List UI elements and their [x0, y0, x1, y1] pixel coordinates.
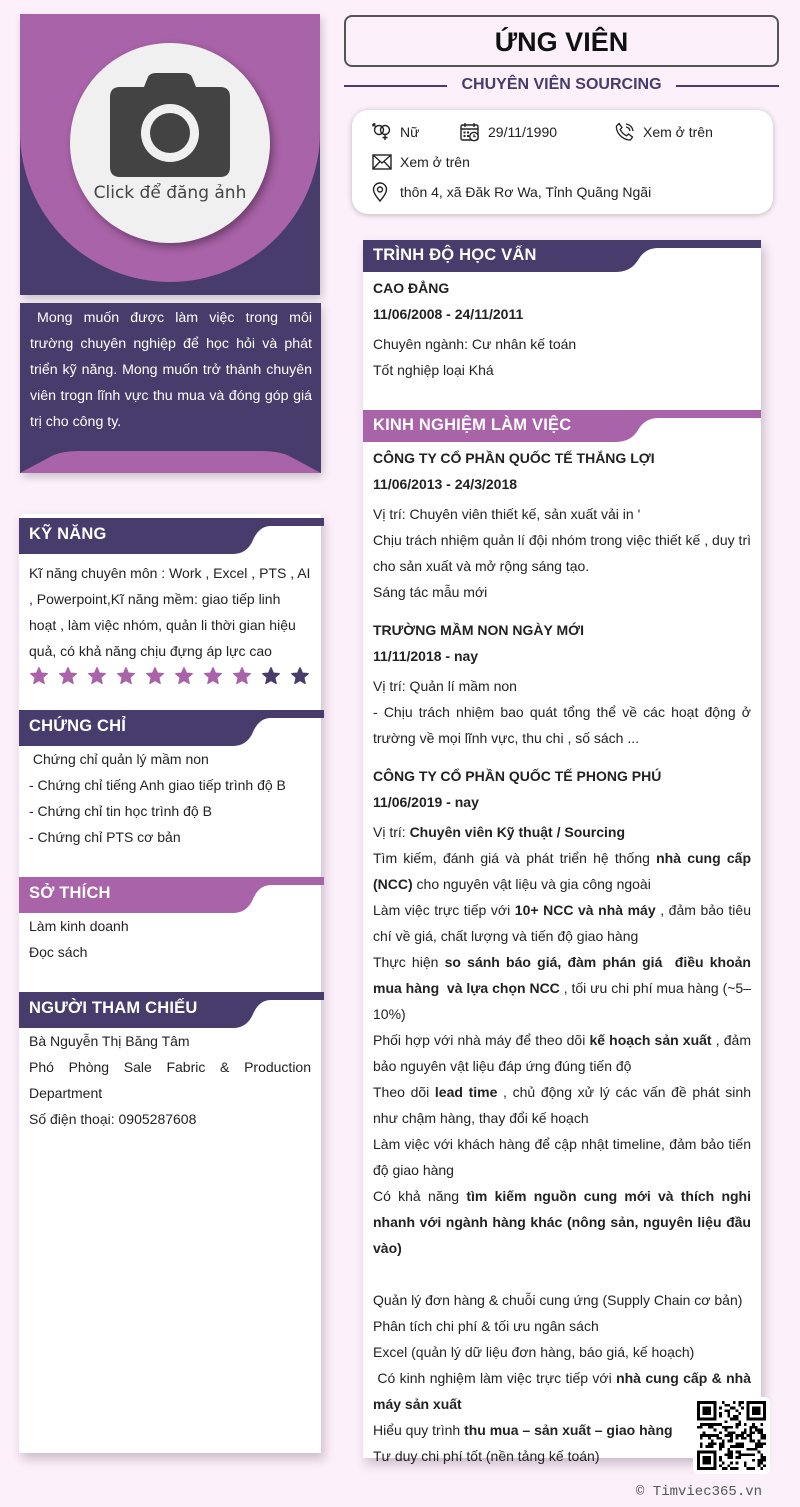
contact-address [372, 181, 651, 203]
star-icon [261, 666, 281, 686]
address-value: thôn 4, xã Đăk Rơ Wa, Tỉnh Quãng Ngãi [400, 184, 652, 200]
hobbies-list [19, 913, 321, 965]
skills-rating [19, 666, 321, 686]
reference-position: Phó Phòng Sale Fabric & Production Department [29, 1059, 311, 1101]
job-line: Theo dõi lead time , chủ động xử lý các vấn đề phát sinh như chậm hàng, thay đổi kế hoạch [373, 1084, 755, 1126]
certificate-item: - Chứng chỉ tiếng Anh giao tiếp trình độ B [29, 777, 286, 793]
job-company: CÔNG TY CỔ PHẦN QUỐC TẾ THẮNG LỢI [373, 450, 655, 466]
job-line: Có khả năng tìm kiếm nguồn cung mới và thích nghi nhanh với ngành hàng khác (nông sản, nguyên liệu đầu vào) [373, 1188, 755, 1256]
star-icon [145, 666, 165, 686]
birthday-value: 29/11/1990 [488, 124, 558, 140]
qr-code [693, 1397, 770, 1474]
objective-text: Mong muốn được làm việc trong môi trường chuyên nghiệp để học hỏi và phát triển kỹ năng. Mong muốn trở thành chuyên viên trogn lĩnh vực thu mua và đóng góp giá trị cho công ty. [30, 310, 312, 430]
references-title: NGƯỜI THAM CHIẾU [29, 999, 198, 1017]
career-objective [20, 303, 321, 473]
star-icon [116, 666, 136, 686]
job-period: 11/11/2018 - nay [373, 648, 479, 664]
decorative-wave [20, 451, 321, 473]
references-content [19, 1028, 321, 1132]
phone-icon [615, 122, 635, 142]
experience-job [363, 763, 761, 1469]
job-line: Phân tích chi phí & tối ưu ngân sách [373, 1318, 599, 1334]
job-period: 11/06/2019 - nay [373, 794, 479, 810]
gender-value: Nữ [400, 124, 420, 140]
experience-header [363, 410, 761, 442]
certificate-item: - Chứng chỉ tin học trình độ B [29, 803, 212, 819]
phone-value: Xem ở trên [643, 124, 713, 140]
certificate-item: - Chứng chỉ PTS cơ bản [29, 829, 181, 845]
candidate-name: ỨNG VIÊN [494, 27, 629, 57]
job-line: Phối hợp với nhà máy để theo dõi kế hoạch sản xuất , đảm bảo nguyên vật liệu đáp ứng đúng tiến độ [373, 1032, 755, 1074]
education-school: CAO ĐẲNG [373, 280, 450, 296]
skills-header [19, 518, 321, 554]
star-icon [58, 666, 78, 686]
job-line: Vị trí: Chuyên viên thiết kế, sản xuất vải in ' [373, 506, 641, 522]
job-company: TRƯỜNG MẦM NON NGÀY MỚI [373, 622, 585, 638]
education-line: Chuyên ngành: Cư nhân kế toán [373, 336, 577, 352]
job-line: Excel (quản lý dữ liệu đơn hàng, báo giá, kế hoạch) [373, 1344, 695, 1360]
education-line: Tốt nghiệp loại Khá [373, 362, 494, 378]
skills-title: KỸ NĂNG [29, 525, 107, 543]
avatar-panel [20, 14, 320, 295]
camera-icon [110, 73, 230, 177]
left-sections-card [19, 514, 321, 1453]
job-details [373, 845, 755, 1469]
contact-birthday [460, 121, 557, 143]
job-line: Vị trí: Quản lí mầm non [373, 678, 517, 694]
job-period: 11/06/2013 - 24/3/2018 [373, 476, 518, 492]
contact-card [352, 110, 773, 214]
star-icon [174, 666, 194, 686]
skills-text: Kĩ năng chuyên môn : Work , Excel , PTS , AI , Powerpoint,Kĩ năng mềm: giao tiếp linh hoạt , làm việc nhóm, quản li thời gian hiệu quả, có khả năng chịu đựng áp lực cao [29, 565, 311, 659]
job-position [373, 819, 751, 845]
location-pin-icon [372, 182, 388, 202]
contact-phone [615, 121, 713, 143]
hobby-item: Làm kinh doanh [29, 918, 129, 934]
calendar-icon [460, 122, 480, 142]
certificates-list [19, 746, 321, 850]
job-company: CÔNG TY CỔ PHẦN QUỐC TẾ PHONG PHÚ [373, 768, 662, 784]
star-icon [87, 666, 107, 686]
qr-code-icon [697, 1401, 766, 1470]
certificate-item: Chứng chỉ quản lý mầm non [29, 751, 209, 767]
reference-name: Bà Nguyễn Thị Băng Tâm [29, 1033, 190, 1049]
certificates-header [19, 710, 321, 746]
experience-title: KINH NGHIỆM LÀM VIỆC [373, 416, 572, 434]
job-line: Hiểu quy trình thu mua – sản xuất – giao hàng [373, 1422, 673, 1438]
job-line: Thực hiện so sánh báo giá, đàm phán giá điều khoản mua hàng và lựa chọn NCC , tối ưu chi phí mua hàng (~5–10%) [373, 954, 755, 1022]
star-icon [290, 666, 310, 686]
avatar-upload-button[interactable] [70, 43, 270, 243]
hobbies-title: SỞ THÍCH [29, 884, 111, 902]
job-line: Sáng tác mẫu mới [373, 584, 488, 600]
job-line: Tư duy chi phí tốt (nền tảng kế toán) [373, 1448, 600, 1464]
job-title-row [344, 74, 779, 98]
job-line: Tìm kiếm, đánh giá và phát triển hệ thống nhà cung cấp (NCC) cho nguyên vật liệu và gia công ngoài [373, 850, 755, 892]
contact-email [372, 151, 470, 173]
candidate-name-box [344, 15, 779, 67]
job-line: Có kinh nghiệm làm việc trực tiếp với nhà cung cấp & nhà máy sản xuất [373, 1370, 755, 1412]
job-line: Chịu trách nhiệm quản lí đội nhóm trong việc thiết kế , duy trì cho sản xuất và mở rộng sáng tạo. [373, 532, 751, 574]
job-line: Làm việc với khách hàng để cập nhật timeline, đảm bảo tiến độ giao hàng [373, 1136, 755, 1178]
hobbies-header [19, 877, 321, 913]
hobby-item: Đọc sách [29, 944, 88, 960]
job-line: Làm việc trực tiếp với 10+ NCC và nhà máy , đảm bảo tiêu chí về giá, chất lượng và tiến độ giao hàng [373, 902, 755, 944]
reference-phone: Số điện thoại: 0905287608 [29, 1111, 197, 1127]
email-value: Xem ở trên [400, 154, 470, 170]
right-sections-card [363, 240, 761, 1464]
upload-photo-label: Click để đăng ảnh [93, 183, 247, 203]
star-icon [203, 666, 223, 686]
education-period: 11/06/2008 - 24/11/2011 [373, 306, 524, 322]
education-entry [363, 275, 761, 383]
certificates-title: CHỨNG CHỈ [29, 717, 127, 735]
star-icon [29, 666, 49, 686]
position-label: Vị trí: [373, 824, 410, 840]
star-icon [232, 666, 252, 686]
position-value: Chuyên viên Kỹ thuật / Sourcing [409, 824, 626, 840]
experience-job [363, 445, 761, 605]
job-line: - Chịu trách nhiệm bao quát tổng thể về các hoạt động ở trường về mọi lĩnh vực, thu chi , số sách ... [373, 704, 751, 746]
email-icon [372, 154, 392, 170]
experience-job [363, 617, 761, 751]
job-line: Quản lý đơn hàng & chuỗi cung ứng (Supply Chain cơ bản) [373, 1292, 743, 1308]
references-header [19, 992, 321, 1028]
job-title [344, 74, 779, 96]
copyright: © Timviec365.vn [636, 1484, 763, 1500]
education-header [363, 240, 761, 272]
contact-gender [372, 121, 419, 143]
education-title: TRÌNH ĐỘ HỌC VẤN [373, 246, 537, 264]
gender-icon [372, 123, 392, 141]
job-line [373, 1261, 751, 1287]
job-title-text: CHUYÊN VIÊN SOURCING [447, 76, 675, 93]
